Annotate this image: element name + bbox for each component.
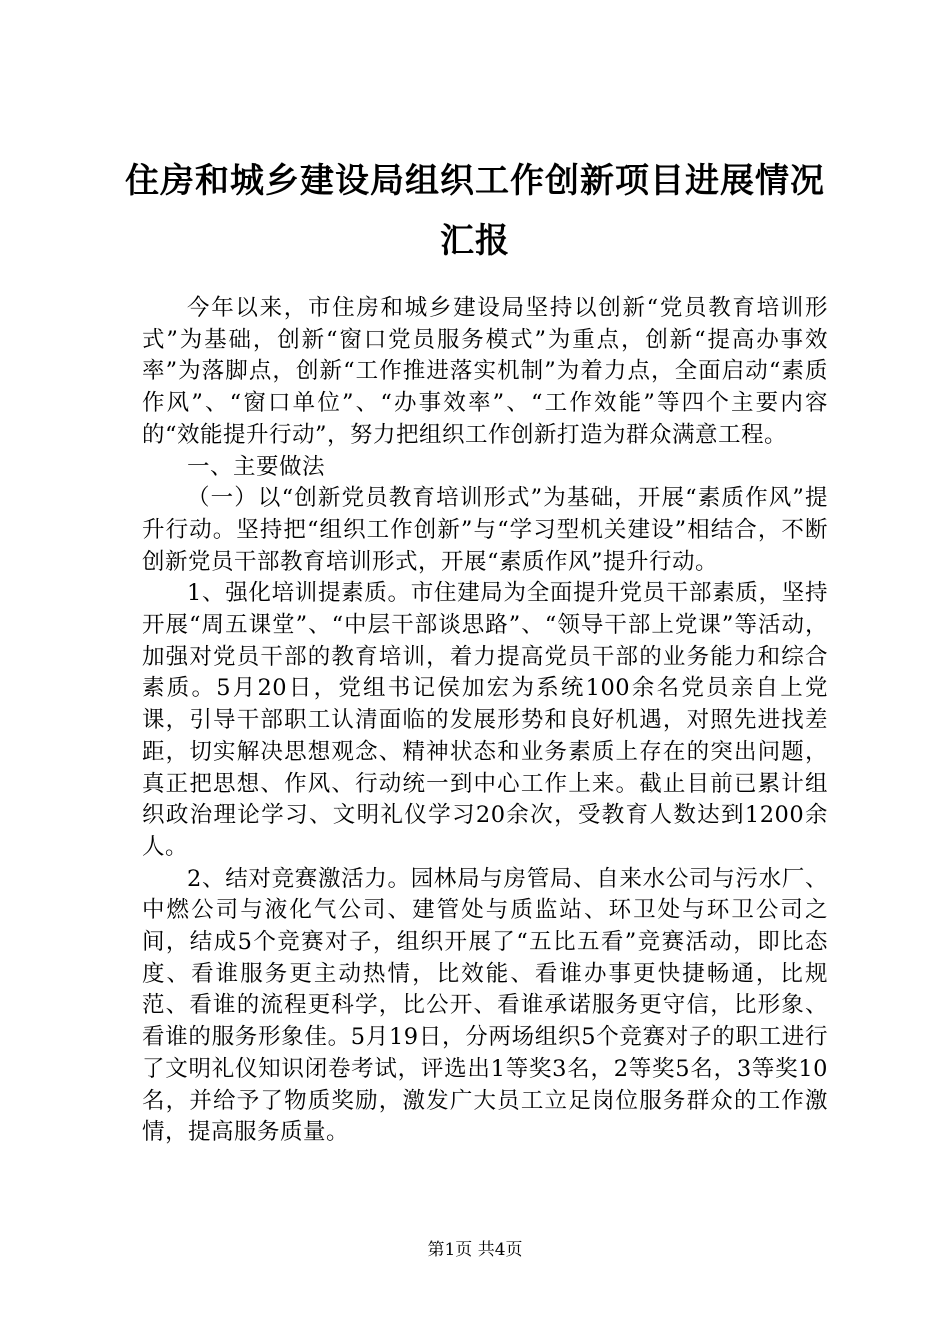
item-paragraph-competition: 2、结对竞赛激活力。园林局与房管局、自来水公司与污水厂、中燃公司与液化气公司、建管处与质监站、环卫处与环卫公司之间，结成5个竞赛对子，组织开展了“五比五看”竞赛活动，即比态度、看谁服务更主动热情，比效能、看谁办事更快捷畅通，比规范、看谁的流程更科学，比公开、看谁承诺服务更守信，比形象、看谁的服务形象佳。5月19日，分两场组织5个竞赛对子的职工进行了文明礼仪知识闭卷考试，评选出1等奖3名，2等奖5名，3等奖10名，并给予了物质奖励，激发广大员工立足岗位服务群众的工作激情，提高服务质量。: [142, 865, 828, 1146]
section-heading-main-practices: 一、主要做法: [187, 453, 326, 480]
document-title-continued: 汇报: [440, 221, 510, 261]
document-body: [142, 293, 828, 1149]
page-number-footer: 第1页 共4页: [427, 1240, 523, 1260]
subsection-paragraph-1: （一）以“创新党员教育培训形式”为基础，开展“素质作风”提升行动。坚持把“组织工作创新”与“学习型机关建设”相结合，不断创新党员干部教育培训形式，开展“素质作风”提升行动。: [142, 485, 828, 575]
intro-paragraph: 今年以来，市住房和城乡建设局坚持以创新“党员教育培训形式”为基础，创新“窗口党员服务模式”为重点，创新“提高办事效率”为落脚点，创新“工作推进落实机制”为着力点，全面启动“素质作风”、“窗口单位”、“办事效率”、“工作效能”等四个主要内容的“效能提升行动”，努力把组织工作创新打造为群众满意工程。: [142, 295, 828, 448]
item-paragraph-training: 1、强化培训提素质。市住建局为全面提升党员干部素质，坚持开展“周五课堂”、“中层干部谈思路”、“领导干部上党课”等活动，加强对党员干部的教育培训，着力提高党员干部的业务能力和综合素质。5月20日，党组书记侯加宏为系统100余名党员亲自上党课，引导干部职工认清面临的发展形势和良好机遇，对照先进找差距，切实解决思想观念、精神状态和业务素质上存在的突出问题，真正把思想、作风、行动统一到中心工作上来。截止目前已累计组织政治理论学习、文明礼仪学习20余次，受教育人数达到1200余人。: [142, 580, 828, 860]
document-title: 住房和城乡建设局组织工作创新项目进展情况: [125, 161, 825, 201]
